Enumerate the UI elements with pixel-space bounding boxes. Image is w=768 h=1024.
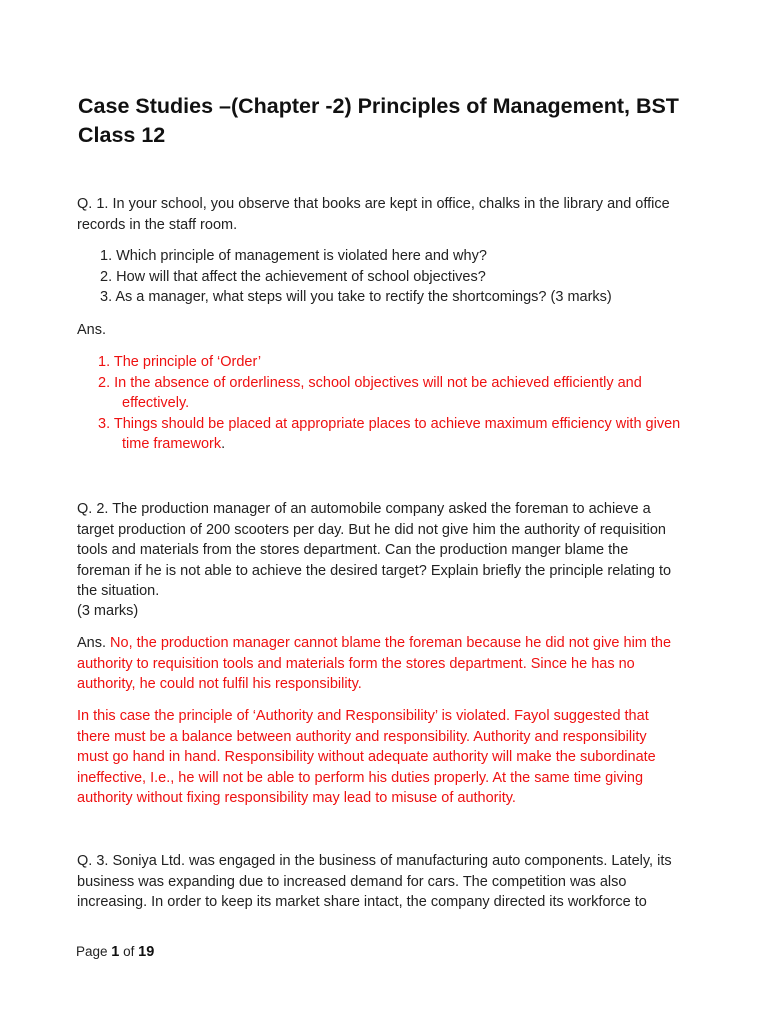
q2-marks: (3 marks)	[77, 603, 139, 619]
q2-answer-label: Ans.	[77, 635, 107, 651]
q2-question: Q. 2. The production manager of an automobile company asked the foreman to achieve a target production of 200 scooters per day. But he did not give him the authority of requisition tools and materials from the stores department. Can the production manger blame the foreman if he is not able to achieve the desired target? Explain briefly the principle relating to the situation.	[77, 501, 672, 599]
q1-subquestion: 1. Which principle of management is violated here and why?	[100, 248, 487, 264]
page-title: Case Studies –(Chapter -2) Principles of Management, BST Class 12	[78, 94, 679, 147]
q2-answer-paragraph-1	[77, 633, 689, 695]
q1-answer-item	[98, 414, 688, 455]
page-footer	[76, 944, 154, 960]
of-label: of	[123, 944, 135, 959]
q1-answer-period: .	[221, 436, 226, 452]
q1-answer-item: 1. The principle of ‘Order’	[98, 354, 262, 370]
page-label: Page	[76, 944, 108, 959]
q1-subquestion: 2. How will that affect the achievement of school objectives?	[100, 268, 486, 285]
total-pages: 19	[138, 944, 155, 960]
q1-question: Q. 1. In your school, you observe that books are kept in office, chalks in the library and office records in the staff room.	[77, 196, 670, 233]
q3-question: Q. 3. Soniya Ltd. was engaged in the business of manufacturing auto components. Lately, its business was expanding due to increased demand for cars. The competition was also increasing. In order to keep its market share intact, the company directed its workforce to	[77, 853, 672, 910]
q1-subquestion: 3. As a manager, what steps will you take to rectify the shortcomings? (3 marks)	[100, 289, 612, 305]
q2-answer-paragraph-2: In this case the principle of ‘Authority and Responsibility’ is violated. Fayol suggested that there must be a balance between authority and responsibility. Authority and responsibility must go hand in hand. Responsibility without adequate authority will make the subordinate ineffective, I.e., he will not be able to perform his duties properly. At the same time giving authority without fixing responsibility may lead to misuse of authority.	[77, 708, 656, 806]
q2-answer-text: No, the production manager cannot blame the foreman because he did not give him the authority to requisition tools and materials form the stores department. Since he has no authority, he could not fulfil his responsibility.	[77, 635, 672, 692]
q1-answer-item: 2. In the absence of orderliness, school objectives will not be achieved efficiently and effectively.	[98, 374, 642, 411]
q1-answer-label: Ans.	[77, 322, 107, 338]
q1-answer-text: 3. Things should be placed at appropriate places to achieve maximum efficiency with given time framework	[98, 415, 681, 452]
q1-answer-list	[98, 352, 688, 455]
current-page-number: 1	[111, 944, 120, 960]
q1-subquestion-list	[100, 246, 700, 308]
